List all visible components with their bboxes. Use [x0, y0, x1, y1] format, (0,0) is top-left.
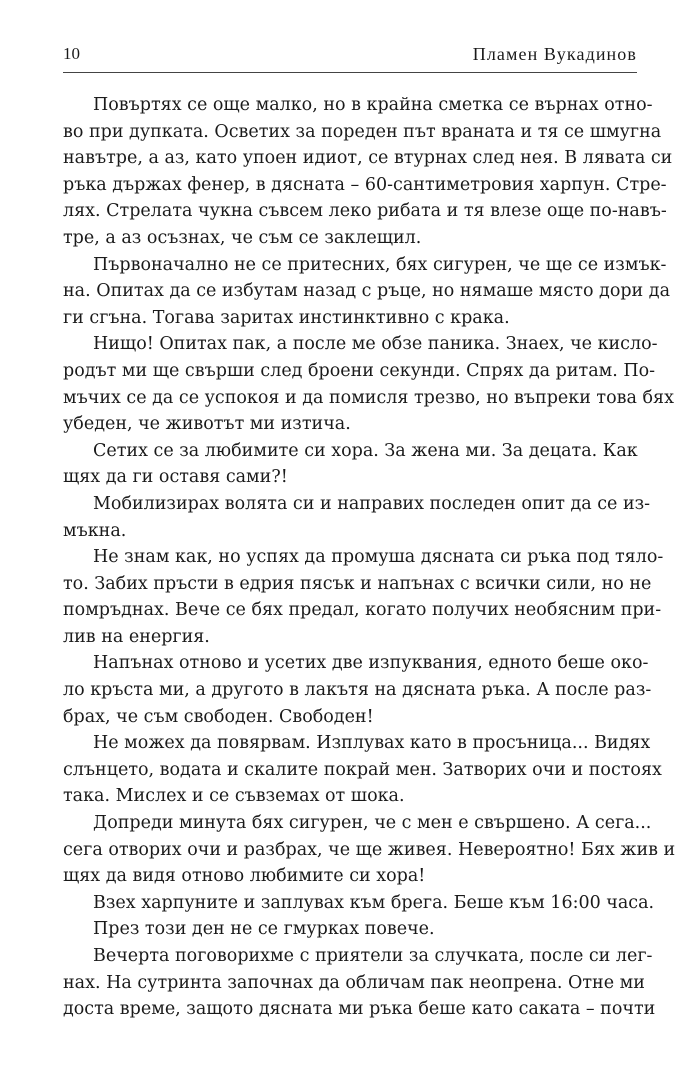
- text-line: сега отворих очи и разбрах, че ще живея. Невероятно! Бях жив и: [63, 839, 676, 860]
- paragraph: [63, 438, 636, 491]
- text-line: мъкна.: [63, 520, 127, 541]
- text-line: Нищо! Опитах пак, а после ме обзе паника. Знаех, че кисло-: [93, 334, 658, 355]
- text-line: Мобилизирах волята си и направих последен опит да се из-: [93, 493, 651, 514]
- text-line: Първоначално не се притесних, бях сигурен, че ще се измък-: [93, 254, 667, 275]
- text-line: Взех харпуните и заплувах към брега. Беше към 16:00 часа.: [93, 892, 655, 913]
- body-text: [63, 92, 676, 1023]
- paragraph: [63, 650, 652, 730]
- text-line: навътре, а аз, като упоен идиот, се втурнах след нея. В лявата си: [63, 148, 673, 169]
- text-line: родът ми ще свърши след броени секунди. Спрях да ритам. По-: [63, 360, 656, 381]
- author-name: Пламен Вукадинов: [472, 44, 637, 64]
- paragraph: [63, 890, 655, 917]
- text-line: Допреди минута бях сигурен, че с мен е свършено. А сега...: [93, 813, 652, 834]
- text-line: ръка държах фенер, в дясната – 60-сантиметровия харпун. Стре-: [63, 174, 667, 195]
- page-number: 10: [63, 44, 80, 63]
- paragraph: [63, 331, 674, 437]
- text-line: слънцето, водата и скалите покрай мен. Затворих очи и постоях: [63, 759, 662, 780]
- text-line: мъчих се да се успокоя и да помисля трезво, но въпреки това бях: [63, 387, 674, 408]
- text-line: така. Мислех и се съвземах от шока.: [63, 786, 405, 807]
- text-line: лях. Стрелата чукна съвсем леко рибата и тя влезе още по-навъ-: [63, 201, 667, 222]
- paragraph: [63, 730, 662, 810]
- paragraph: [63, 943, 656, 1023]
- text-line: ло кръста ми, а другото в лакътя на дясната ръка. А после раз-: [63, 680, 652, 701]
- paragraph: [63, 544, 664, 650]
- text-line: брах, че съм свободен. Свободен!: [63, 706, 374, 727]
- text-line: Не знам как, но успях да промуша дясната си ръка под тяло-: [93, 547, 664, 568]
- text-line: убеден, че животът ми изтича.: [63, 414, 351, 435]
- text-line: во при дупката. Осветих за пореден път враната и тя се шмугна: [63, 121, 662, 142]
- text-line: Не можех да повярвам. Изплувах като в просъница... Видях: [93, 733, 651, 754]
- text-line: тре, а аз осъзнах, че съм се заклещил.: [63, 227, 422, 248]
- paragraph: [63, 92, 673, 252]
- paragraph: [63, 916, 636, 943]
- paragraph: [63, 252, 670, 332]
- text-line: доста време, защото дясната ми ръка беше като саката – почти: [63, 999, 656, 1020]
- text-line: Сетих се за любимите си хора. За жена ми. За децата. Как: [93, 440, 638, 461]
- text-line: на. Опитах да се избутам назад с ръце, но нямаше място дори да: [63, 281, 670, 302]
- text-line: помръднах. Вече се бях предал, когато получих необясним при-: [63, 600, 662, 621]
- text-line: лив на енергия.: [63, 626, 210, 647]
- text-line: нах. На сутринта започнах да обличам пак неопрена. Отне ми: [63, 972, 645, 993]
- text-line: щях да видя отново любимите си хора!: [63, 866, 426, 887]
- text-line: щях да ги оставя сами?!: [63, 467, 288, 488]
- running-head: [63, 40, 637, 73]
- paragraph: [63, 810, 676, 890]
- text-line: ги сгъна. Тогава заритах инстинктивно с крака.: [63, 307, 510, 328]
- paragraph: [63, 491, 651, 544]
- text-line: През този ден не се гмурках повече.: [93, 919, 435, 940]
- text-line: Повъртях се още малко, но в крайна сметка се върнах отно-: [93, 95, 653, 115]
- text-line: то. Забих пръсти в едрия пясък и напънах с всички сили, но не: [63, 573, 652, 594]
- text-line: Напънах отново и усетих две изпуквания, едното беше око-: [93, 653, 649, 674]
- text-line: Вечерта поговорихме с приятели за случката, после си лег-: [93, 946, 653, 966]
